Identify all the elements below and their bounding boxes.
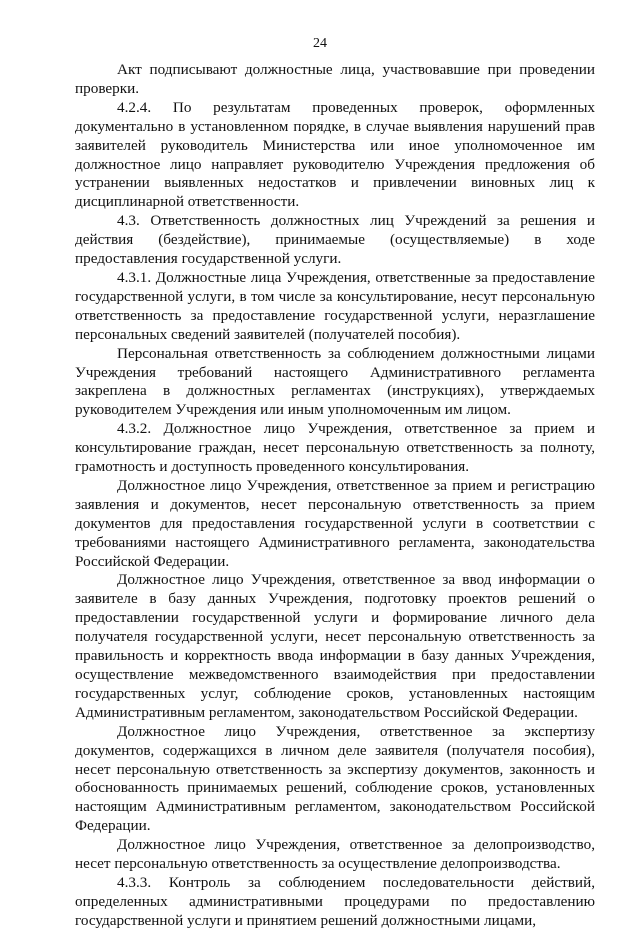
paragraph-personal-responsibility: Персональная ответственность за соблюдением должностными лицами Учреждения требований настоящего Административного регламента закреплена в должностных регламентах (инструкциях), утверждаемых руководителем Учреждения или иным уполномоченным им лицом. — [75, 344, 595, 419]
paragraph-4-3: 4.3. Ответственность должностных лиц Учреждений за решения и действия (бездействие), принимаемые (осуществляемые) в ходе предоставления государственной услуги. — [75, 212, 595, 268]
paragraph-4-3-2: 4.3.2. Должностное лицо Учреждения, ответственное за прием и консультирование граждан, несет персональную ответственность за полноту, грамотность и доступность проведенного консультирования. — [75, 420, 595, 476]
paragraph-data-entry-officer: Должностное лицо Учреждения, ответственное за ввод информации о заявителе в базу данных Учреждения, подготовку проектов решений о предоставлении государственной услуги и формирование личного дела получателя государственной услуги, несет персональную ответственность за правильность и корректность ввода информации в базу данных Учреждения, осуществление межведомственного взаимодействия при предоставлении государственных услуг, соблюдение сроков, установленных настоящим Административным регламентом, законодательством Российской Федерации. — [75, 571, 595, 721]
paragraph-4-3-1: 4.3.1. Должностные лица Учреждения, ответственные за предоставление государственной услуги, в том числе за консультирование, несут персональную ответственность за предоставление государственной услуги, неразглашение персональных сведений заявителей (получателей пособия). — [75, 268, 595, 343]
paragraph-4-3-3: 4.3.3. Контроль за соблюдением последовательности действий, определенных административными процедурами по предоставлению государственной услуги и принятием решений должностными лицами, — [75, 873, 595, 929]
paragraph-expertise-officer: Должностное лицо Учреждения, ответственное за экспертизу документов, содержащихся в личном деле заявителя (получателя пособия), несет персональную ответственность за экспертизу документов, законность и обоснованность принимаемых решений, соблюдение сроков, установленных настоящим Административным регламентом, законодательством Российской Федерации. — [75, 722, 595, 835]
page-number: 24 — [313, 36, 327, 51]
paragraph-4-2-4: 4.2.4. По результатам проведенных проверок, оформленных документально в установленном порядке, в случае выявления нарушений прав заявителей руководитель Министерства или иное уполномоченное им должностное лицо направляет руководителю Учреждения предложения об устранении выявленных недостатков и привлечении виновных лиц к дисциплинарной ответственности. — [75, 98, 595, 211]
paragraph-registration-officer: Должностное лицо Учреждения, ответственное за прием и регистрацию заявления и документов, несет персональную ответственность за прием документов для предоставления государственной услуги в соответствии с требованиями настоящего Административного регламента, законодательства Российской Федерации. — [75, 476, 595, 570]
paragraph-records-officer: Должностное лицо Учреждения, ответственное за делопроизводство, несет персональную ответственность за осуществление делопроизводства. — [75, 836, 595, 873]
paragraph-act-signing: Акт подписывают должностные лица, участвовавшие при проведении проверки. — [75, 61, 595, 97]
document-body — [75, 61, 595, 931]
